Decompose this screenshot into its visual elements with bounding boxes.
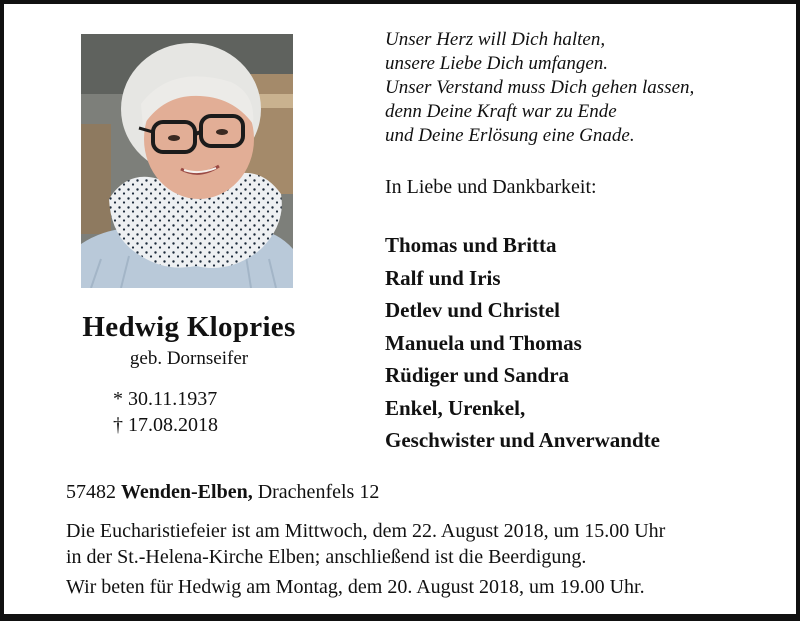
- deceased-name: Hedwig Klopries: [82, 311, 296, 343]
- poem-line: unsere Liebe Dich umfangen.: [385, 53, 609, 74]
- poem-line: Unser Herz will Dich halten,: [385, 29, 606, 50]
- service-line: Die Eucharistiefeier ist am Mittwoch, dem 22. August 2018, um 15.00 Uhr: [66, 520, 666, 542]
- poem-line: und Deine Erlösung eine Gnade.: [385, 125, 635, 146]
- mourner: Ralf und Iris: [385, 265, 501, 290]
- portrait-photo: [81, 34, 293, 288]
- mourner: Rüdiger und Sandra: [385, 363, 570, 387]
- birth-name: geb. Dornseifer: [129, 348, 249, 369]
- life-dates: [113, 386, 218, 438]
- service-line: Wir beten für Hedwig am Montag, dem 20. August 2018, um 19.00 Uhr.: [66, 576, 645, 598]
- address: [66, 481, 379, 504]
- town: Wenden-Elben,: [121, 481, 253, 503]
- mourner: Geschwister und Anverwandte: [385, 428, 660, 452]
- poem-line: Unser Verstand muss Dich gehen lassen,: [385, 77, 695, 98]
- mourner: Thomas und Britta: [385, 233, 557, 257]
- poem: [385, 28, 694, 148]
- poem-line: denn Deine Kraft war zu Ende: [385, 101, 617, 122]
- death-date: † 17.08.2018: [113, 414, 218, 436]
- postal-code: 57482: [66, 481, 116, 503]
- thanks-line: In Liebe und Dankbarkeit:: [385, 176, 597, 198]
- mourners-list: [385, 229, 660, 457]
- birth-date: * 30.11.1937: [113, 388, 218, 410]
- street: Drachenfels 12: [257, 481, 380, 503]
- service-line: in der St.-Helena-Kirche Elben; anschließend ist die Beerdigung.: [66, 546, 587, 568]
- mourner: Manuela und Thomas: [385, 330, 582, 355]
- service-info: [66, 518, 665, 600]
- mourner: Detlev und Christel: [385, 298, 560, 322]
- mourner: Enkel, Urenkel,: [385, 395, 526, 420]
